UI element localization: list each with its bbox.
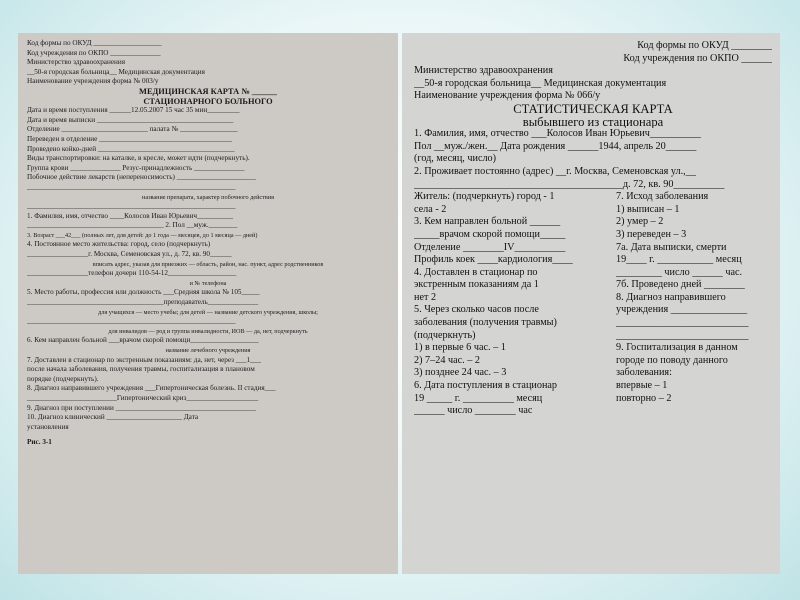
form-line: __________________________ bbox=[616, 329, 749, 341]
form-line: Отделение ________________________ палата № ________________ bbox=[27, 125, 238, 134]
form-line: 7а. Дата выписки, смерти bbox=[616, 241, 727, 253]
form-line: Дата и время поступления ______12.05.2007 15 час 35 мин_________ bbox=[27, 106, 240, 115]
form-line: __50-я городская больница__ Медицинская документация bbox=[27, 67, 205, 76]
form-line: 3. Возраст ___42___ (полных лет, для детей: до 1 года — месяцев, до 1 месяца — дней) bbox=[27, 231, 258, 239]
form-line: __________________________________________________________ bbox=[27, 202, 236, 211]
form-line: _________________________________________д. 72, кв. 90__________ bbox=[414, 178, 725, 190]
inpatient-medical-record-form bbox=[18, 33, 398, 574]
form-line: Житель: (подчеркнуть) город - 1 bbox=[414, 191, 555, 203]
form-line: Код учреждения по ОКПО ______________ bbox=[27, 48, 161, 57]
form-line: 3. Кем направлен больной ______ bbox=[414, 216, 561, 228]
form-line: название лечебного учреждения bbox=[165, 347, 251, 354]
form-line: 6. Кем направлен больной ___врачом скорой помощи___________________ bbox=[27, 336, 259, 345]
form-line: Министерство здравоохранения bbox=[27, 58, 126, 67]
form-line: заболевания: bbox=[616, 367, 672, 379]
right-form-lines bbox=[414, 40, 772, 191]
form-line: Профиль коек ____кардиология____ bbox=[414, 254, 573, 266]
form-line: 2) умер – 2 bbox=[616, 216, 664, 228]
form-line: Переведен в отделение _____________________________________ bbox=[27, 134, 233, 143]
form-line: ______________________________________ 2. Пол __муж.________ bbox=[27, 221, 238, 230]
form-line: установления bbox=[27, 422, 69, 431]
form-line: 7б. Проведено дней ________ bbox=[616, 279, 745, 291]
form-line: Отделение ________IV__________ bbox=[414, 241, 566, 253]
form-line: 7. Исход заболевания bbox=[616, 191, 709, 203]
form-line: __________________________________________________________ bbox=[27, 182, 236, 191]
form-line: 9. Диагноз при поступлении _______________________________________ bbox=[27, 403, 256, 412]
form-line: и № телефона bbox=[189, 279, 227, 287]
form-line: Побочное действие лекарств (непереносимость) ______________________ bbox=[27, 173, 256, 182]
form-line: 4. Доставлен в стационар по bbox=[414, 266, 538, 278]
form-line: МЕДИЦИНСКАЯ КАРТА № ______ bbox=[139, 86, 277, 96]
form-line: 9. Госпитализация в данном bbox=[616, 342, 738, 354]
form-line: Код формы по ОКУД ________ bbox=[637, 40, 772, 51]
form-line: СТАЦИОНАРНОГО БОЛЬНОГО bbox=[143, 96, 273, 106]
form-line: __________________________________________________________ bbox=[27, 317, 236, 326]
form-line: 5. Место работы, профессия или должность ___Средняя школа № 105_____ bbox=[27, 288, 260, 297]
form-line: Наименование учреждения форма № 003/у bbox=[27, 77, 159, 86]
form-line: нет 2 bbox=[414, 291, 437, 303]
form-line: название препарата, характер побочного действия bbox=[142, 193, 274, 201]
form-line: 1. Фамилия, имя, отчество ___Колосов Иван Юрьевич__________ bbox=[414, 128, 701, 140]
discharge-statistical-card-form bbox=[402, 33, 780, 574]
form-line: _________ число ______ час. bbox=[616, 266, 743, 278]
figure-label: Рис. 3-1 bbox=[27, 438, 52, 447]
form-line: для инвалидов — род и группа инвалидности, ИОВ — да, нет, подчеркнуть bbox=[108, 327, 308, 335]
form-line: 10. Диагноз клинический _____________________ Дата bbox=[27, 413, 199, 422]
form-line: Виды транспортировки: на каталке, в кресле, может идти (подчеркнуть). bbox=[27, 154, 250, 163]
form-line: впервые – 1 bbox=[616, 380, 668, 392]
form-line: ______________________________________преподаватель______________ bbox=[27, 298, 259, 307]
form-line: СТАТИСТИЧЕСКАЯ КАРТА bbox=[513, 102, 673, 116]
form-line: (год, месяц, число) bbox=[414, 153, 497, 165]
form-line: 1) выписан – 1 bbox=[616, 203, 680, 215]
form-line: городе по поводу данного bbox=[616, 354, 728, 366]
form-line: для учащихся — место учебы; для детей — название детского учреждения, школы; bbox=[98, 308, 318, 316]
form-line: Пол __муж./жен.__ Дата рождения ______1944, апрель 20______ bbox=[414, 140, 697, 152]
form-line: вписать адрес, указав для приезжих — область, район, нас. пункт, адрес родственников bbox=[92, 260, 324, 268]
form-line: 8. Диагноз направившего учреждения ___Гипертоническая болезнь. II стадия___ bbox=[27, 384, 276, 393]
form-line: учреждения _______________ bbox=[616, 304, 748, 316]
form-line: заболевания (получения травмы) bbox=[414, 317, 557, 329]
form-line: Код учреждения по ОКПО ______ bbox=[623, 52, 772, 64]
form-line: Код формы по ОКУД ___________________ bbox=[27, 39, 162, 47]
form-line: 5. Через сколько часов после bbox=[414, 304, 539, 316]
form-line: Группа крови ______________ Резус-принадлежность ______________ bbox=[27, 163, 245, 172]
form-line: _________________________Гипертонический криз____________________ bbox=[27, 393, 259, 402]
form-line: 1. Фамилия, имя, отчество ____Колосов Иван Юрьевич__________ bbox=[27, 211, 233, 220]
form-line: 6. Дата поступления в стационар bbox=[414, 380, 558, 392]
form-line: 4. Постоянное место жительства: город, село (подчеркнуть) bbox=[27, 240, 211, 249]
right-form-left-column bbox=[414, 191, 612, 418]
form-line: Проведено койко-дней ______________________________________ bbox=[27, 144, 235, 153]
form-line: порядке (подчеркнуть). bbox=[27, 374, 99, 383]
form-line: 7. Доставлен в стационар по экстренным показаниям: да, нет, через ___1___ bbox=[27, 355, 261, 364]
form-line: 19 _____ г. __________ месяц bbox=[414, 392, 543, 404]
form-line: 1) в первые 6 час. – 1 bbox=[414, 342, 506, 354]
form-line: повторно – 2 bbox=[616, 392, 672, 404]
form-line: _________________телефон дочери 110-54-12___________________ bbox=[27, 269, 237, 278]
right-form-right-column bbox=[612, 191, 772, 418]
form-line: 19____ г. ___________ месяц bbox=[616, 254, 742, 266]
form-line: _____врачом скорой помощи_____ bbox=[414, 228, 566, 240]
form-line: 3) позднее 24 час. – 3 bbox=[414, 367, 507, 379]
left-form-lines bbox=[27, 39, 389, 432]
form-line: (подчеркнуть) bbox=[414, 329, 476, 341]
form-line: 2. Проживает постоянно (адрес) __г. Москва, Семеновская ул.,__ bbox=[414, 165, 696, 177]
form-line: 3) переведен – 3 bbox=[616, 228, 687, 240]
form-line: Дата и время выписки ______________________________________ bbox=[27, 115, 234, 124]
form-line: 2) 7–24 час. – 2 bbox=[414, 354, 480, 366]
form-line: Наименование учреждения форма № 066/у bbox=[414, 90, 601, 102]
form-line: __________________________ bbox=[616, 317, 749, 329]
form-line: Министерство здравоохранения bbox=[414, 65, 553, 77]
right-form-columns bbox=[414, 191, 772, 418]
form-line: села - 2 bbox=[414, 203, 447, 215]
form-line: после начала заболевания, получения травмы, госпитализация в плановом bbox=[27, 365, 255, 374]
form-line: __50-я городская больница__ Медицинская документация bbox=[414, 77, 667, 89]
form-line: выбывшего из стационара bbox=[522, 115, 664, 129]
form-line: _________________г. Москва, Семеновская ул., д. 72, кв. 90______ bbox=[27, 250, 232, 259]
form-line: ______ число ________ час bbox=[414, 405, 533, 417]
form-line: экстренным показаниям да 1 bbox=[414, 279, 539, 291]
form-line: 8. Диагноз направившего bbox=[616, 291, 726, 303]
